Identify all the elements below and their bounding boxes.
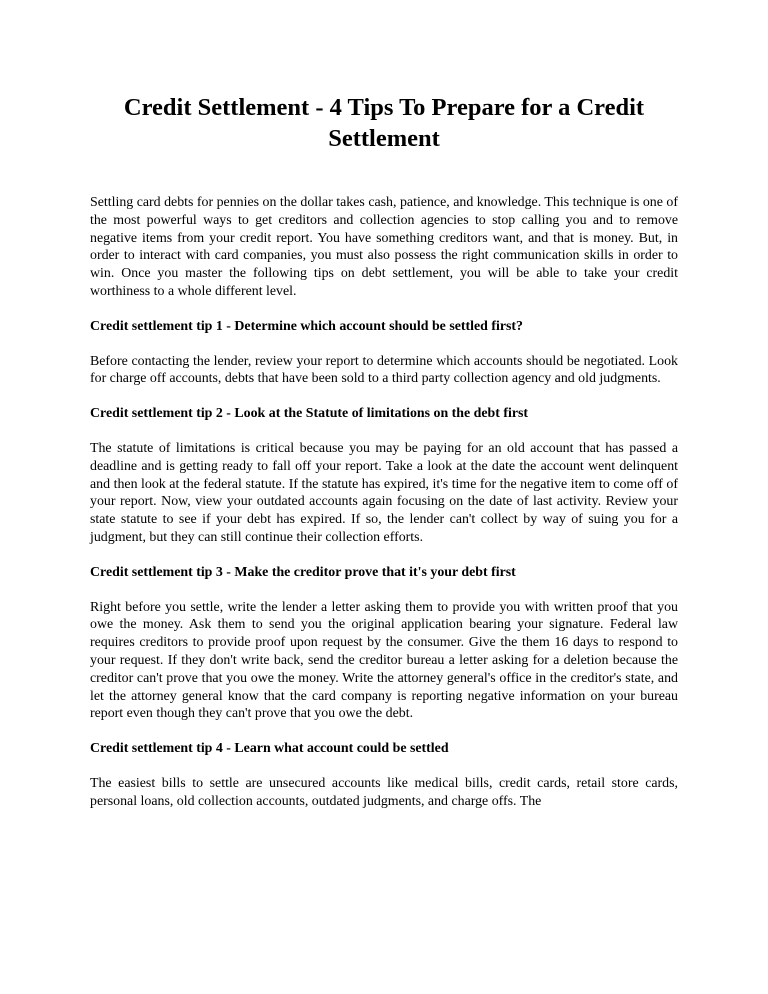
section-body-tip-2: The statute of limitations is critical because you may be paying for an old account that has passed a deadline and is getting ready to fall off your report. Take a look at the date the account went delinquent and then look at the federal statute. If the statute has expired, it's time for the negative item to come off of your report. Now, view your outdated accounts again focusing on the date of last activity. Review your state statute to see if your debt has expired. If so, the lender can't collect by way of suing you for a judgment, but they can still continue their collection efforts. (90, 440, 678, 545)
section-body-tip-4: The easiest bills to settle are unsecured accounts like medical bills, credit cards, retail store cards, personal loans, old collection accounts, outdated judgments, and charge offs. The (90, 775, 678, 809)
document-page (90, 92, 678, 828)
section-heading-tip-4: Credit settlement tip 4 - Learn what account could be settled (90, 741, 449, 757)
section-heading-tip-2: Credit settlement tip 2 - Look at the Statute of limitations on the debt first (90, 406, 529, 422)
intro-paragraph: Settling card debts for pennies on the dollar takes cash, patience, and knowledge. This technique is one of the most powerful ways to get creditors and collection agencies to stop calling you and to remove negative items from your credit report. You have something creditors want, and that is money. But, in order to interact with card companies, you must also possess the right communication skills in order to win. Once you master the following tips on debt settlement, you will be able to take your credit worthiness to a whole different level. (90, 195, 678, 299)
section-heading-tip-1: Credit settlement tip 1 - Determine which account should be settled first? (90, 318, 523, 334)
section-body-tip-1: Before contacting the lender, review your report to determine which accounts should be negotiated. Look for charge off accounts, debts that have been sold to a third party collection agency and old judgments. (90, 353, 678, 387)
document-title: Credit Settlement - 4 Tips To Prepare for a Credit Settlement (123, 94, 645, 152)
section-heading-tip-3: Credit settlement tip 3 - Make the creditor prove that it's your debt first (90, 564, 516, 580)
section-body-tip-3: Right before you settle, write the lender a letter asking them to provide you with written proof that you owe the money. Ask them to send you the original application bearing your signature. Federal law requires creditors to provide proof upon request by the consumer. Give the them 16 days to respond to your request. If they don't write back, send the creditor bureau a letter asking for a deletion because the creditor can't prove that you owe the money. Write the attorney general's office in the creditor's state, and let the attorney general know that the card company is reporting negative information on your bureau report even though they can't prove that you owe the debt. (90, 599, 678, 722)
